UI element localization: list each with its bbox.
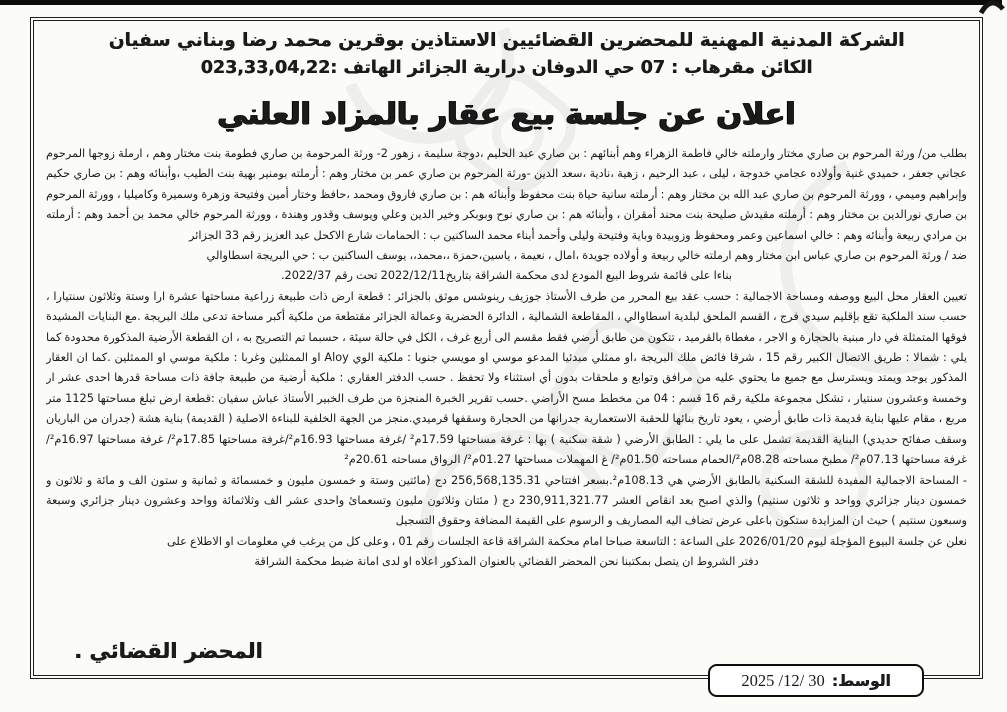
date-stamp-label: الوسط: (831, 671, 891, 690)
legal-notice-document (30, 17, 983, 679)
price-paragraph: - المساحة الاجمالية المفيدة للشقة السكنية بالطابق الأرضي هي 108.13م².بسعر افتتاحي 256,568,135.31 دج (مائتين وستة و خمسون مليون و خمسمائة و ثمانية و ستون الف و مائة و ثلاثون و خمسون دينار جزائري وواحد و ثلاثون سنتيم) والذي اصبح بعد انقاص العشر 230,911,321.77 دج ( مئتان وثلاثون مليون وتسعمائ واحدى عشر الف وثلاثمائة وواحد وعشرون دينار جزائري وسبعة وسبعون سنتيم ) حيث ان المزايدة ستكون باعلى عرض تضاف اليه المصاريف و الرسوم على القيمة المضافة وحقوق التسجيل (46, 473, 967, 528)
filing-reference-line: بناءا على قائمة شروط البيع المودع لدى محكمة الشراقة بتاريخ2022/12/11 تحت رقم 2022/37. (280, 269, 733, 283)
property-description: تعيين العقار محل البيع ووصفه ومساحة الاجمالية : حسب عقد بيع المحرر من طرف الأستاذ جوزيف رينوشس موثق بالجزائر : قطعة ارض ذات طبيعة زراعية مساحتها عشرة ارا وستة وثلاثون سنتيارا ، حسب سند الملكية تقع بإقليم سيدي فرج ، القسم الملحق لبلدية اسطاوالي ، المقاطعة الشمالية ، الدائرة الحضرية وعمالة الجزائر مقتطعة من ملكية أكبر مساحة تدعى ملك البريجة .مع البنايات المشيدة فوقها المتمثلة في دار مبنية بالحجارة و الاجر ، مغطاة بالقرميد ، تتكون من طابق أرضي فقط مقسم الى أربع غرف ، الكل في حالة سيئة ، حسبما تم التصريح به ، ان القطعة الأرضية المذكورة محدودة كما يلي : شمالا : طريق الاتصال الكبير رقم 15 ، شرقا فائض ملك البريجة ،او ممثلي مبدئيا المدعو موسي او مويسي جنوبا : ملكية الوي Aloy او الممثلين وغربا : ملكية موسي او الممثلين .كما ان العقار المذكور يوجد ويمتد ويسترسل مع جميع ما يحتوي عليه من مرافق وتوابع و ملحقات بدون أي استثناء ولا تحفظ . حسب الدفتر العقاري : ملكية أرضية من طبيعة جافة ذات مساحة قدرها احدى عشر ار وخمسة وعشرون سنتيار ، تشكل مجموعة ملكية رقم 16 قسم : 04 من مخطط مسح الأراضي .حسب تقرير الخبرة المنجزة من طرف الخبير الأستاذ عباش سفيان :قطعة ارض تبلغ مساحتها 1125 متر مربع ، مقام عليها بناية قديمة ذات طابق أرضي ، يعود تاريخ بنائها للحقبة الاستعمارية جدرانها من الحجارة وسقفها قرميدي.منجز من الجهة الخلفية للبناءة الاصلية ( القديمة) بناية هشة (جدران من الباريان وسقف صفائح حديدي) البناية القديمة تشمل على ما يلي : الطابق الأرضي ( شقة سكنية ) بها : غرفة مساحتها 17.59م² /غرفة مساحتها 16.93م²/غرفة مساحتها 17.85م²/ غرفة مساحتها 16.97م²/ غرفة مساحتها 07.13م²/ مطبخ مساحته 08.28م²/الحمام مساحته 01.50م²/ غ المهملات مساحتها 01.27م²/ الرواق مساحته 20.61م² (46, 289, 967, 467)
firm-name: الشركة المدنية المهنية للمحضرين القضائيين الاستاذين بوقرين محمد رضا وبناني سفيان (108, 30, 905, 51)
session-announcement: نعلن عن جلسة البيوع المؤجلة ليوم 2026/01/20 على الساعة : التاسعة صباحا امام محكمة الشراقة قاعة الجلسات رقم 01 ، وعلى كل من يرغب في معلومات او الاطلاع على (166, 534, 967, 548)
notice-title: اعلان عن جلسة بيع عقار بالمزاد العلني (217, 97, 796, 132)
scan-artifact-icon (979, 0, 1005, 16)
date-stamp-value: 30 /12/ 2025 (741, 670, 825, 690)
notice-body (46, 144, 967, 633)
bailiff-signature: المحضر القضائي . (74, 639, 263, 663)
firm-address-phone: الكائن مقرهاب : 07 حي الدوفان درارية الجزائر الهاتف :023,33,04,22 (200, 58, 813, 78)
contact-line: دفتر الشروط ان يتصل بمكتبنا نحن المحضر القضائي بالعنوان المذكور اعلاه او لدى امانة ضبط محكمة الشراقة (254, 555, 759, 569)
petitioners-paragraph: بطلب من/ ورثة المرحوم بن صاري مختار وارملته خالي فاطمة الزهراء وهم أبنائهم : بن صاري عبد الحليم ،دوجة سليمة ، زهور 2- ورثة المرحومة بن صاري فطومة بنت مختار وهم ، ارملة زوجها المرحوم عجاني جعفر ، حميدي غنية وأولاده عجامي خدوجة ، ليلى ، عبد الرحيم ، زهية ،نادية ،سعد الدين -ورثة المرحوم بن صاري عمر بن مختار وهم : أرملته بومنير بهية بنت الطيب ،وأبنائه وهم : بن صاري حكيم وإبراهيم وميمي ، وورثة المرحوم بن صاري عبد الله بن مختار وهم : أرملته سانية حياة بنت محفوظ وأبنائه هم : بن صاري فاروق ومحمد ،حافظ وختار أمين وفتيحة وزهرة وسميرة وكاميليا ، وورثة المرحوم بن صاري نورالدين بن مختار وهم : أرملته مقيدش صليحة بنت محند أمقران ، وأبنائه هم : بن صاري نوح وبوبكر وخير الدين وعلي ويوسف وقدور وهندة ، وورثة المرحوم خالي محمد بن أحمد وهم : أرملته بن مرادي ربيعة وأبنائه وهم : خالي اسماعين وعمر ومحفوظ وزوبيدة وباية وفتيحة وليلى وأحمد أبناء محمد الساكنين ب : الحمامات شارع الاكحل عبد العزيز رقم 33 الجزائر (46, 147, 967, 242)
publication-date-stamp (708, 664, 924, 697)
scan-top-bar (0, 0, 1002, 5)
defendants-paragraph: ضد / ورثة المرحوم بن صاري عباس ابن مختار وهم ارملته خالي ربيعة و أولاده جويدة ،امال ، نعيمة ، ياسين،حمزة ،،محمد،، يوسف الساكنين ب : حي البريجة اسطاوالي (206, 249, 967, 263)
